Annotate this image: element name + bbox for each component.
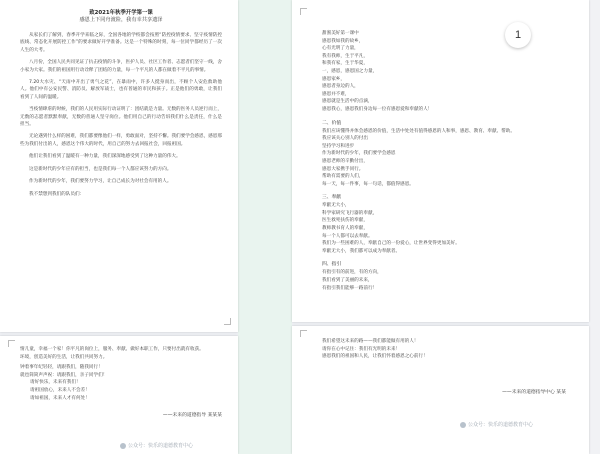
wechat-icon xyxy=(120,443,126,449)
text-line: 一，感恩，感恩国之力量， xyxy=(322,68,378,74)
page-indicator-button[interactable]: 1 xyxy=(505,22,531,48)
text-line: 情儿童，幸福一个家！你平凡的岗位上，服务、奉献、做好本职工作，只要付出就有收获。 xyxy=(20,347,204,352)
text-line: 有指引有的前进，有的方向， xyxy=(322,270,382,276)
text-line: 每一个人都可以去奉献。 xyxy=(322,233,373,239)
text-line: 感恩家乡， xyxy=(322,76,345,82)
text-line: 和我有家，生于华夏， xyxy=(322,61,368,67)
text-line: 感恩并不难， xyxy=(322,91,350,97)
watermark xyxy=(460,421,533,428)
text-line: 每一天，每一件事，每一句话，都值得感恩。 xyxy=(322,181,414,187)
paragraph: 他们让我们看到了温暖有一种力量，我们深深地感受到了这种力量的伟大。 xyxy=(29,154,181,160)
page-corner-marker xyxy=(224,318,231,325)
text-line: 感恩我心，感恩我们身边每一位有感恩爱和奉献的人！ xyxy=(322,106,433,112)
text-line: 感恩老师的辛勤付出， xyxy=(322,158,368,164)
paragraph: 这是新时代的少年应有的担当，也是我们每一个人都应该努力的方向。 xyxy=(29,166,172,172)
paragraph: 八月份，全国人民共同见证了抗击疫情的斗争，医护人员、社区工作者、志愿者们坚守一线，舍小家为大家。我们的祖国用行动诠释了团结的力量，每一个平凡的人都在做着不平凡的事情。 xyxy=(20,60,222,73)
text-line: 感恩我如我的故乡， xyxy=(322,38,364,44)
page-corner-marker xyxy=(300,330,307,337)
text-line: 请祖国放心，未来人不会差！ xyxy=(30,387,90,393)
paragraph: 我不禁想到我们的队员们： xyxy=(29,191,85,197)
text-line: 感恩大家携手同行。 xyxy=(322,166,364,172)
page-corner-marker xyxy=(8,340,15,347)
section-heading: 三、奉献 xyxy=(322,195,342,201)
text-line: 奉献无大小， xyxy=(322,203,350,209)
text-line: 医生救死扶伤的奉献， xyxy=(322,218,368,224)
text-line: 甜蜜美好第一课中 xyxy=(322,31,359,36)
page-left-top xyxy=(0,0,238,332)
text-line: 坚持学习和进步 xyxy=(322,143,355,149)
text-line: 有指引我们能够一路前行！ xyxy=(322,285,378,291)
signature: ——未来的道德指导中心 某某 xyxy=(502,389,566,395)
text-line: 我们希望这未来的路——我们都能做有用的人！ xyxy=(322,339,419,344)
watermark-text: 公众号：快乐的道德教育中心 xyxy=(128,443,194,449)
signature: ——未来的道德指导 某某某 xyxy=(162,413,222,419)
scrollbar-track[interactable] xyxy=(589,0,600,454)
text-line: 感恩我们的祖国和人民，让我们怀着感恩之心前行！ xyxy=(322,354,428,360)
text-line: 帮助有需要的人们， xyxy=(322,174,364,180)
page-left-bottom xyxy=(0,336,238,454)
text-line: 感恩就是生活中的点滴， xyxy=(322,99,373,105)
viewer-gutter xyxy=(238,0,292,454)
text-line: 我应该关心别人的付出 xyxy=(322,136,368,142)
paragraph: 当疫情肆虐的时候，我们的人民用实际行动证明了：团结就是力量。无数的医务人员逆行而上，无数的志愿者默默奉献，无数的普通人坚守岗位。他们用自己的行动告诉我们什么是责任，什么是担当。 xyxy=(20,107,222,128)
text-line: 科学家研究飞行器的奉献， xyxy=(322,210,378,216)
text-line: 教师教书育人的奉献， xyxy=(322,226,368,232)
text-line: 我们为一些困难的人，奉献自己的一份爱心，让世界变得更加美好。 xyxy=(322,241,460,247)
page-right-top xyxy=(292,0,589,322)
section-heading: 二、价值 xyxy=(322,120,342,126)
text-line: 钟着事年纪轻轻，请跟我们，随我同行！ xyxy=(20,365,103,371)
document-subtitle: 感恩上下同舟渡险，我有幸共享遗泽 xyxy=(79,17,163,23)
text-line: 请如祖国，未来人才有何处！ xyxy=(30,395,90,401)
paragraph: 作为新时代的少年，我们要努力学习，让自己成长为对社会有用的人。 xyxy=(29,179,172,185)
text-line: 我有我师，生于平凡， xyxy=(322,53,368,59)
wechat-icon xyxy=(460,422,466,428)
page-corner-marker xyxy=(300,8,307,15)
watermark-text: 公众号：快乐的道德教育中心 xyxy=(468,422,534,428)
text-line: 心有光明了力量， xyxy=(322,46,359,52)
paragraph: 从家长们了解到，春季开学来临之际，全国各地的学校都会按照“防控疫情要求、坚守疫情防控底线、常态化开展防控工作”的要求做好开学准备。这是一个特殊的时刻，每一位同学都经历了一次人生的大考。 xyxy=(20,33,222,53)
text-line: 作为新时代的少年，我们要学会感恩 xyxy=(322,151,396,157)
text-line: 感恩者身边的人， xyxy=(322,84,359,90)
text-line: 请你在心中记住：我们有光明的未来！ xyxy=(322,346,401,352)
document-title: 致2021年秋季开学第一课 xyxy=(89,10,153,16)
text-line: 就也简简声声祝：请跟我们，亲子同学们！ xyxy=(20,372,108,378)
text-line: 我们应该懂得并体会感恩的价值，生活中处处有值得感恩的人和事，感恩、教育、奉献、帮助。 xyxy=(322,128,515,134)
paragraph: 无论遇到什么样的困难，我们都要像他们一样，勇敢面对，坚持不懈。我们要学会感恩，感恩那些为我们付出的人，感恩这个伟大的时代，用自己的努力去回报社会，回报祖国。 xyxy=(20,134,222,147)
text-line: 请好快乐，未来有我们！ xyxy=(30,380,81,386)
section-heading: 四、指引 xyxy=(322,262,342,268)
text-line: 我们看到了美丽的未来， xyxy=(322,278,373,284)
text-line: 奉献无大小，我们都可以成为奉献者。 xyxy=(322,248,401,254)
watermark xyxy=(120,442,193,449)
text-line: 环境，创造美好的生活，让我们共同努力。 xyxy=(20,354,108,360)
paragraph: 7.20大水灾、“天雨中开出了勇气之花”，在暴雨中，许多人挺身而出，不顾个人安危救助他人。他们中有公安民警、消防员、解放军战士，也有普通的市民和孩子。正是他们的勇敢，让我们看到了人间的温暖。 xyxy=(20,80,222,100)
page-right-bottom xyxy=(292,326,589,454)
